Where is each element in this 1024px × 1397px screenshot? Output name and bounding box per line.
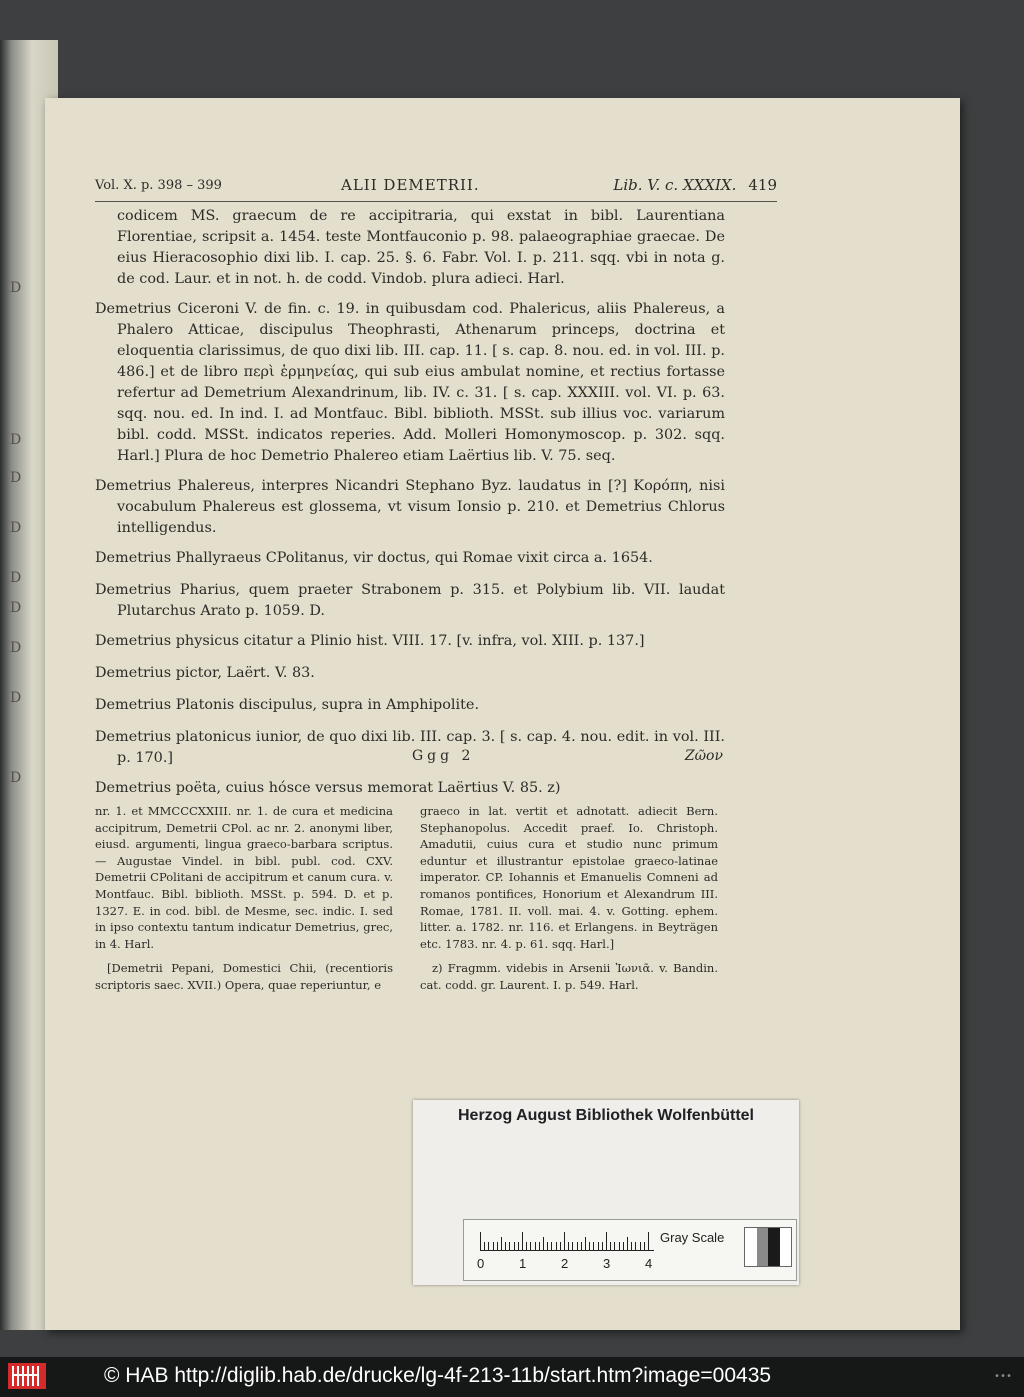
ruler-tick bbox=[640, 1242, 641, 1250]
ruler-tick bbox=[484, 1242, 485, 1250]
ruler-tick bbox=[560, 1242, 561, 1250]
entry-demetrius-physicus: Demetrius physicus citatur a Plinio hist. VIII. 17. [v. infra, vol. XIII. p. 137.] bbox=[95, 633, 645, 649]
margin-mark: D bbox=[10, 280, 22, 296]
ruler-tick bbox=[543, 1237, 544, 1250]
library-name: Herzog August Bibliothek Wolfenbüttel bbox=[458, 1107, 754, 1124]
ruler-tick bbox=[539, 1242, 540, 1250]
copyright-url[interactable]: © HAB http://diglib.hab.de/drucke/lg-4f-213-11b/start.htm?image=00435 bbox=[104, 1364, 772, 1387]
gray-swatch bbox=[780, 1228, 792, 1266]
ruler-tick bbox=[623, 1242, 624, 1250]
ruler-number: 1 bbox=[519, 1256, 527, 1271]
ruler-tick bbox=[518, 1242, 519, 1250]
ruler-tick bbox=[493, 1242, 494, 1250]
ruler-tick bbox=[535, 1242, 536, 1250]
entry-demetrius-phalericus: Demetrius Ciceroni V. de fin. c. 19. in quibusdam cod. Phalericus, aliis Phalereus, a Phalero Atticae, discipulus Theophrasti, Athenarum princeps, doctrina et eloquentia clarissimus, de quo dixi lib. III. cap. 11. [ s. cap. 8. nou. ed. in vol. III. p. 486.] et de libro περὶ ἑρμηνείας, qui sub eius ambulat nomine, et rectius fortasse refertur ad Demetrium Alexandrinum, lib. IV. c. 31. [ s. cap. XXXIII. vol. VI. p. 63. sqq. nou. ed. In ind. I. ad Montfauc. Bibl. biblioth. MSSt. sub illius voc. variarum bibl. codd. MSSt. indicatos reperies. Add. Molleri Homonymoscop. p. 302. sqq. Harl.] Plura de hoc Demetrio Phalereo etiam Laërtius lib. V. 75. seq. bbox=[95, 301, 725, 464]
margin-mark: D bbox=[10, 432, 22, 448]
ruler-tick bbox=[598, 1242, 599, 1250]
ruler-tick bbox=[606, 1232, 607, 1250]
ruler-tick bbox=[581, 1242, 582, 1250]
entry-demetrius-pharius: Demetrius Pharius, quem praeter Strabonem p. 315. et Polybium lib. VII. laudat Plutarchus Arato p. 1059. D. bbox=[95, 582, 725, 619]
footer-bar bbox=[0, 1357, 1024, 1397]
footnote: nr. 1. et MMCCCXXIII. nr. 1. de cura et medicina accipitrum, Demetrii CPol. ac nr. 2. anonymi liber, eiusd. argumenti, lingua graeco-barbara scriptus. — Augustae Vindel. in bibl. publ. cod. CXV. Demetrii CPolitani de accipitrum et canum cura. v. Montfauc. Bibl. biblioth. MSSt. p. 594. D. et p. 1327. E. in cod. bibl. de Mesme, sec. indic. I. sed in ipso contextu tantum indicatur Demetrius, grec, in 4. Harl. bbox=[95, 804, 393, 951]
chapter-reference bbox=[613, 176, 777, 194]
main-text bbox=[95, 206, 725, 808]
ruler-tick bbox=[648, 1232, 649, 1250]
margin-mark: D bbox=[10, 600, 22, 616]
ruler-tick bbox=[547, 1242, 548, 1250]
ruler-tick bbox=[509, 1242, 510, 1250]
ruler-tick bbox=[610, 1242, 611, 1250]
ruler-number: 4 bbox=[645, 1256, 653, 1271]
gray-swatch bbox=[768, 1228, 780, 1266]
ruler-tick bbox=[556, 1242, 557, 1250]
ruler-tick bbox=[564, 1232, 565, 1250]
volume-reference: Vol. X. p. 398 – 399 bbox=[95, 178, 222, 193]
ruler-tick bbox=[585, 1237, 586, 1250]
footnote: z) Fragmm. videbis in Arsenii Ἰωνιᾶ. v. Bandin. cat. codd. gr. Laurent. I. p. 549. Harl. bbox=[420, 961, 718, 992]
margin-mark: D bbox=[10, 470, 22, 486]
running-header bbox=[95, 176, 777, 200]
ruler-tick bbox=[505, 1242, 506, 1250]
catchword: Ζῶον bbox=[684, 748, 723, 764]
ruler-tick bbox=[627, 1237, 628, 1250]
margin-mark: D bbox=[10, 520, 22, 536]
hab-logo-icon bbox=[8, 1363, 46, 1389]
margin-mark: D bbox=[10, 770, 22, 786]
ruler-tick bbox=[488, 1242, 489, 1250]
ruler-tick bbox=[497, 1242, 498, 1250]
margin-mark: D bbox=[10, 570, 22, 586]
ruler-tick bbox=[577, 1242, 578, 1250]
ruler-tick bbox=[635, 1242, 636, 1250]
footnote: graeco in lat. vertit et adnotatt. adiecit Bern. Stephanopolus. Accedit praef. Io. Christoph. Amadutii, cuius cura et studio nunc primum eduntur et illustrantur epistolae graeco-latinae imperator. CP. Iohannis et Emanuelis Comneni ad romanos pontifices, Honorium et Alexandrum III. Romae, 1781. II. voll. mai. 4. v. Gotting. ephem. litter. a. 1782. nr. 116. et Erlangens. in Beyträgen etc. 1783. nr. 4. p. 61. sqq. Harl.] bbox=[420, 804, 718, 951]
ruler-tick bbox=[551, 1242, 552, 1250]
entry-demetrius-platonis: Demetrius Platonis discipulus, supra in Amphipolite. bbox=[95, 697, 480, 713]
ruler bbox=[480, 1230, 654, 1251]
ruler-tick bbox=[522, 1232, 523, 1250]
ruler-tick bbox=[480, 1232, 481, 1250]
ruler-number: 2 bbox=[561, 1256, 569, 1271]
ruler-tick bbox=[530, 1242, 531, 1250]
gray-scale-label: Gray Scale bbox=[660, 1230, 725, 1245]
page-number: 419 bbox=[748, 176, 777, 194]
entry-demetrius-poeta: Demetrius poëta, cuius hósce versus memorat Laërtius V. 85. z) bbox=[95, 780, 561, 796]
entry-demetrius-platonicus: Demetrius platonicus iunior, de quo dixi lib. III. cap. 3. [ s. cap. 4. nou. edit. in vol. III. p. 170.] bbox=[95, 729, 725, 766]
margin-mark: D bbox=[10, 640, 22, 656]
margin-mark: D bbox=[10, 690, 22, 706]
ruler-tick bbox=[526, 1242, 527, 1250]
entry-demetrius-phalereus: Demetrius Phalereus, interpres Nicandri Stephano Byz. laudatus in [?] Κορόπη, nisi vocabulum Phalereus est glossema, vt visum Ionsio p. 210. et Demetrius Chlorus intelligendus. bbox=[95, 478, 725, 536]
ruler-number: 0 bbox=[477, 1256, 485, 1271]
footnote-column-left bbox=[95, 803, 393, 1002]
ruler-and-gray-scale bbox=[463, 1219, 797, 1281]
chapter-label: Lib. V. c. XXXIX. bbox=[613, 176, 737, 194]
ruler-number: 3 bbox=[603, 1256, 611, 1271]
ruler-tick bbox=[602, 1242, 603, 1250]
ruler-tick bbox=[572, 1242, 573, 1250]
ruler-tick bbox=[614, 1242, 615, 1250]
gray-scale-swatches bbox=[744, 1227, 792, 1267]
gray-swatch bbox=[757, 1228, 769, 1266]
running-title: ALII DEMETRII. bbox=[341, 176, 480, 194]
footnote: [Demetrii Pepani, Domestici Chii, (recentioris scriptoris saec. XVII.) Opera, quae reperiuntur, e bbox=[95, 961, 393, 992]
signature-mark: Ggg 2 bbox=[412, 748, 475, 764]
header-rule bbox=[95, 201, 777, 202]
ruler-tick bbox=[501, 1237, 502, 1250]
entry-continuation: codicem MS. graecum de re accipitraria, qui exstat in bibl. Laurentiana Florentiae, scripsit a. 1454. teste Montfauconio p. 98. palaeographiae graecae. De eius Hieracosophio dixi lib. I. cap. 25. §. 6. Fabr. Vol. I. p. 211. sqq. vbi in nota g. de cod. Laur. et in not. h. de codd. Vindob. plura adieci. Harl. bbox=[117, 208, 725, 287]
signature-line bbox=[95, 748, 723, 770]
ruler-tick bbox=[631, 1242, 632, 1250]
ruler-tick bbox=[568, 1242, 569, 1250]
gray-swatch bbox=[745, 1228, 757, 1266]
ruler-tick bbox=[619, 1242, 620, 1250]
footnote-column-right bbox=[420, 803, 718, 1002]
more-icon[interactable]: ••• bbox=[993, 1371, 1012, 1382]
ruler-tick bbox=[589, 1242, 590, 1250]
ruler-tick bbox=[644, 1242, 645, 1250]
entry-demetrius-phallyraeus: Demetrius Phallyraeus CPolitanus, vir doctus, qui Romae vixit circa a. 1654. bbox=[95, 550, 653, 566]
entry-demetrius-pictor: Demetrius pictor, Laërt. V. 83. bbox=[95, 665, 315, 681]
ruler-tick bbox=[593, 1242, 594, 1250]
ruler-tick bbox=[514, 1242, 515, 1250]
